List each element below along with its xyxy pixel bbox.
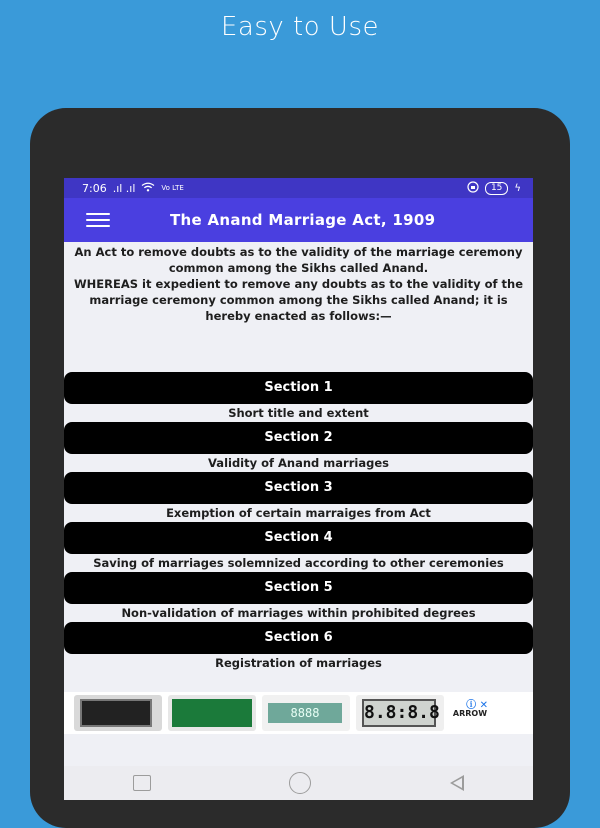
app-bar xyxy=(64,198,533,242)
app-title: The Anand Marriage Act, 1909 xyxy=(170,211,436,229)
section-list xyxy=(64,372,533,672)
section-1-title: Short title and extent xyxy=(228,406,369,420)
ad-info-close-icon[interactable]: ⓘ ✕ xyxy=(466,700,488,711)
ad-brand-text: ARROW xyxy=(452,708,488,718)
hamburger-menu-icon[interactable] xyxy=(86,213,110,227)
act-preamble xyxy=(64,242,533,324)
section-5-button[interactable]: Section 5 xyxy=(64,572,533,604)
preamble-line-2: WHEREAS it expedient to remove any doubts as to the validity of the marriage ceremony common among the Sikhs called Anand; it is hereby enacted as follows:— xyxy=(73,277,524,323)
section-3-button[interactable]: Section 3 xyxy=(64,472,533,504)
battery-indicator: 15 xyxy=(485,182,508,195)
network-type-label: Vo LTE xyxy=(161,184,184,192)
section-2-title: Validity of Anand marriages xyxy=(208,456,389,470)
ad-product-circuit-board[interactable] xyxy=(168,695,256,731)
back-icon[interactable] xyxy=(450,775,464,791)
promo-banner-title: Easy to Use xyxy=(221,12,379,42)
status-bar xyxy=(64,178,533,198)
ad-banner[interactable] xyxy=(64,692,533,734)
ad-brand-logo[interactable] xyxy=(450,695,490,731)
section-6-title: Registration of marriages xyxy=(215,656,382,670)
ad-product-lcd-display[interactable]: 8.8:8.8 xyxy=(356,695,444,731)
recents-icon[interactable] xyxy=(133,775,151,791)
wifi-icon xyxy=(141,182,155,195)
section-6-button[interactable]: Section 6 xyxy=(64,622,533,654)
signal-icon: .ıl .ıl xyxy=(112,181,136,195)
content-area[interactable] xyxy=(64,242,533,694)
section-1-button[interactable]: Section 1 xyxy=(64,372,533,404)
preamble-line-1: An Act to remove doubts as to the validity of the marriage ceremony common among the Sikhs called Anand. xyxy=(74,245,523,275)
system-nav-bar xyxy=(64,766,533,800)
ad-product-led-display[interactable]: 8888 xyxy=(262,695,350,731)
section-3-title: Exemption of certain marraiges from Act xyxy=(166,506,431,520)
section-5-title: Non-validation of marriages within prohibited degrees xyxy=(121,606,476,620)
app-screen xyxy=(64,178,533,800)
charging-icon: ϟ xyxy=(514,182,521,194)
rotation-lock-icon xyxy=(467,181,479,196)
section-4-button[interactable]: Section 4 xyxy=(64,522,533,554)
home-icon[interactable] xyxy=(289,772,311,794)
section-4-title: Saving of marriages solemnized according to other ceremonies xyxy=(93,556,504,570)
status-time: 7:06 xyxy=(82,181,107,195)
ad-product-lcd-panel[interactable] xyxy=(74,695,162,731)
section-2-button[interactable]: Section 2 xyxy=(64,422,533,454)
